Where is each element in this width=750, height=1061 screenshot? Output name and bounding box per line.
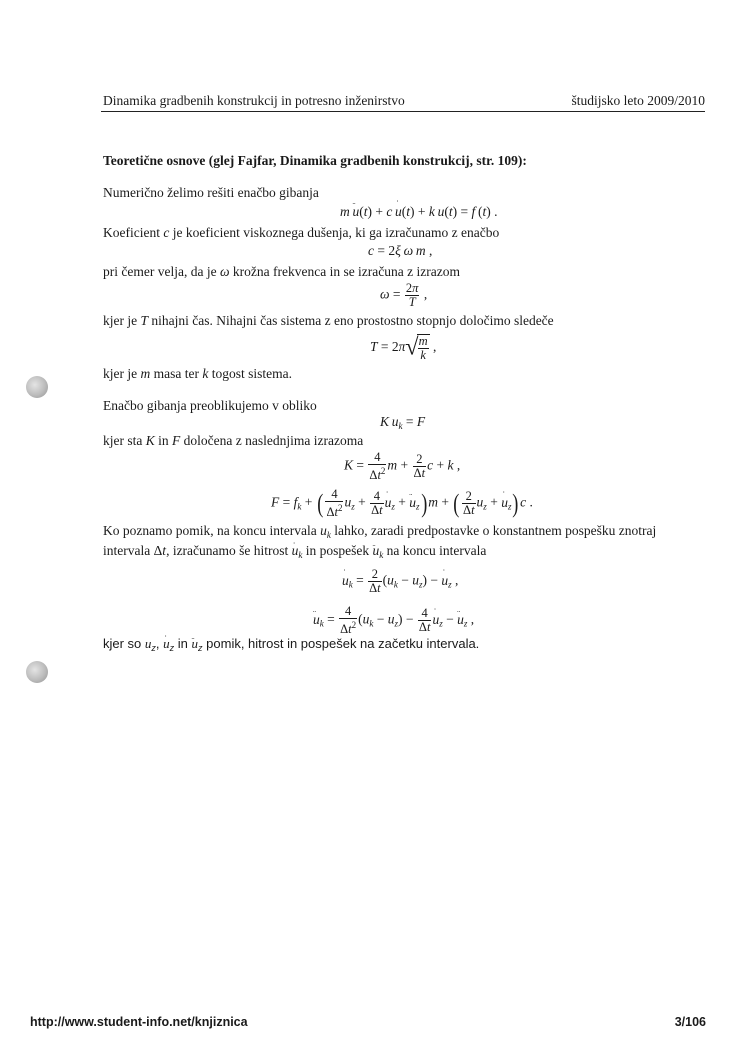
text-mass: masa ter [153, 366, 199, 381]
equation-velocity: ˙ $u_k$ = $\frac{2}{\Delta t}$ $(u_k - u_z)$ − ˙ $u_z$ , [342, 568, 458, 595]
text-knowing-displacement: Ko poznamo pomik, na koncu intervala [103, 523, 317, 538]
paragraph-initial-values: kjer so $u_z$, ˙ $u_z$ in ¨ $u_z$ pomik, hitrost in pospešek na začetku intervala. [103, 636, 479, 656]
text-and-acceleration: in pospešek [305, 543, 370, 558]
paragraph-period: kjer je T nihajni čas. Nihajni čas sistema z eno prostostno stopnjo določimo sledeče [103, 313, 554, 328]
punch-hole-upper [26, 376, 48, 398]
paragraph-K-F: kjer sta K in F določena z naslednjima izrazoma [103, 433, 364, 448]
paragraph-interval-line2: intervala Δt, izračunamo še hitrost ˙ $u_k$ in pospešek ¨ $u_k$ na koncu intervala [103, 543, 486, 563]
paragraph-mass-stiffness: kjer je m masa ter k togost sistema. [103, 366, 292, 381]
punch-hole-lower [26, 661, 48, 683]
text-where: pri čemer velja, da je [103, 264, 217, 279]
text-compute-velocity: , izračunamo še hitrost [166, 543, 289, 558]
text-constant-acceleration: lahko, zaradi predpostavke o konstantnem pospešku znotraj [334, 523, 657, 538]
equation-K: K = $\frac{4}{\Delta t^2}$ m + $\frac{2}{\Delta t}$ c + k , [344, 450, 461, 482]
text-interval: intervala [103, 543, 151, 558]
equation-omega: ω = $\frac{2\pi}{T}$ , [380, 281, 428, 309]
text-where-are-2: kjer so [103, 636, 142, 651]
text-coefficient: Koeficient [103, 225, 160, 240]
text-and: in [158, 433, 169, 448]
text-period-description: nihajni čas. Nihajni čas sistema z eno prostostno stopnjo določimo sledeče [151, 313, 554, 328]
paragraph-equation-intro: Numerično želimo rešiti enačbo gibanja [103, 185, 319, 200]
text-defined-by: določena z naslednjima izrazoma [183, 433, 364, 448]
paragraph-damping-coefficient: Koeficient c je koeficient viskoznega dušenja, ki ga izračunamo z enačbo [103, 225, 500, 240]
equation-effective: K $u_k = F$ [380, 414, 426, 431]
text-initial-description: pomik, hitrost in pospešek na začetku intervala. [206, 636, 480, 651]
equation-acceleration: ¨ $u_k$ = $\frac{4}{\Delta t^2}$ $(u_k - u_z)$ − $\frac{4}{\Delta t}$ ˙ $u_z$ − ¨ $u_z$ , [313, 605, 474, 636]
header-academic-year: študijsko leto 2009/2010 [571, 93, 705, 108]
text-frequency-description: krožna frekvenca in se izračuna z izrazom [232, 264, 460, 279]
text-where-is-2: kjer je [103, 366, 138, 381]
text-and-2: in [177, 636, 188, 651]
text-damping-description: je koeficient viskoznega dušenja, ki ga izračunamo z enačbo [172, 225, 500, 240]
text-where-are: kjer sta [103, 433, 143, 448]
equation-period: T = 2π√ $\frac{m}{k}$ , [370, 334, 437, 362]
paragraph-transform: Enačbo gibanja preoblikujemo v obliko [103, 398, 317, 413]
equation-of-motion: m ¨ u(t) + c ˙ u(t) + k u(t) = f (t) . [340, 204, 497, 220]
text-where-is: kjer je [103, 313, 138, 328]
section-title: Teoretične osnove (glej Fajfar, Dinamika gradbenih konstrukcij, str. 109): [103, 153, 527, 168]
equation-damping: c = 2ξ ω m , [368, 243, 433, 258]
text-at-end-of-interval: na koncu intervala [386, 543, 487, 558]
header-title: Dinamika gradbenih konstrukcij in potresno inženirstvo [103, 93, 405, 108]
header-rule [101, 111, 705, 112]
paragraph-interval-line1: Ko poznamo pomik, na koncu intervala $u_k$ lahko, zaradi predpostavke o konstantnem pospešku znotraj [103, 523, 657, 540]
text-stiffness: togost sistema. [211, 366, 292, 381]
footer-page-number: 3/106 [674, 1015, 706, 1029]
equation-F: $F = f_k$ + ( $\frac{4}{\Delta t^2}$ $u_z$ + $\frac{4}{\Delta t}$ ˙ $u_z$ + ¨ $u_z)m$ + ( $\frac{2}{\Delta t}$ $u_z$ + ˙ $u_z)c$ . [271, 488, 533, 519]
paragraph-circular-frequency: pri čemer velja, da je ω krožna frekvenca in se izračuna z izrazom [103, 264, 460, 279]
footer-url: http://www.student-info.net/knjiznica [30, 1015, 248, 1029]
